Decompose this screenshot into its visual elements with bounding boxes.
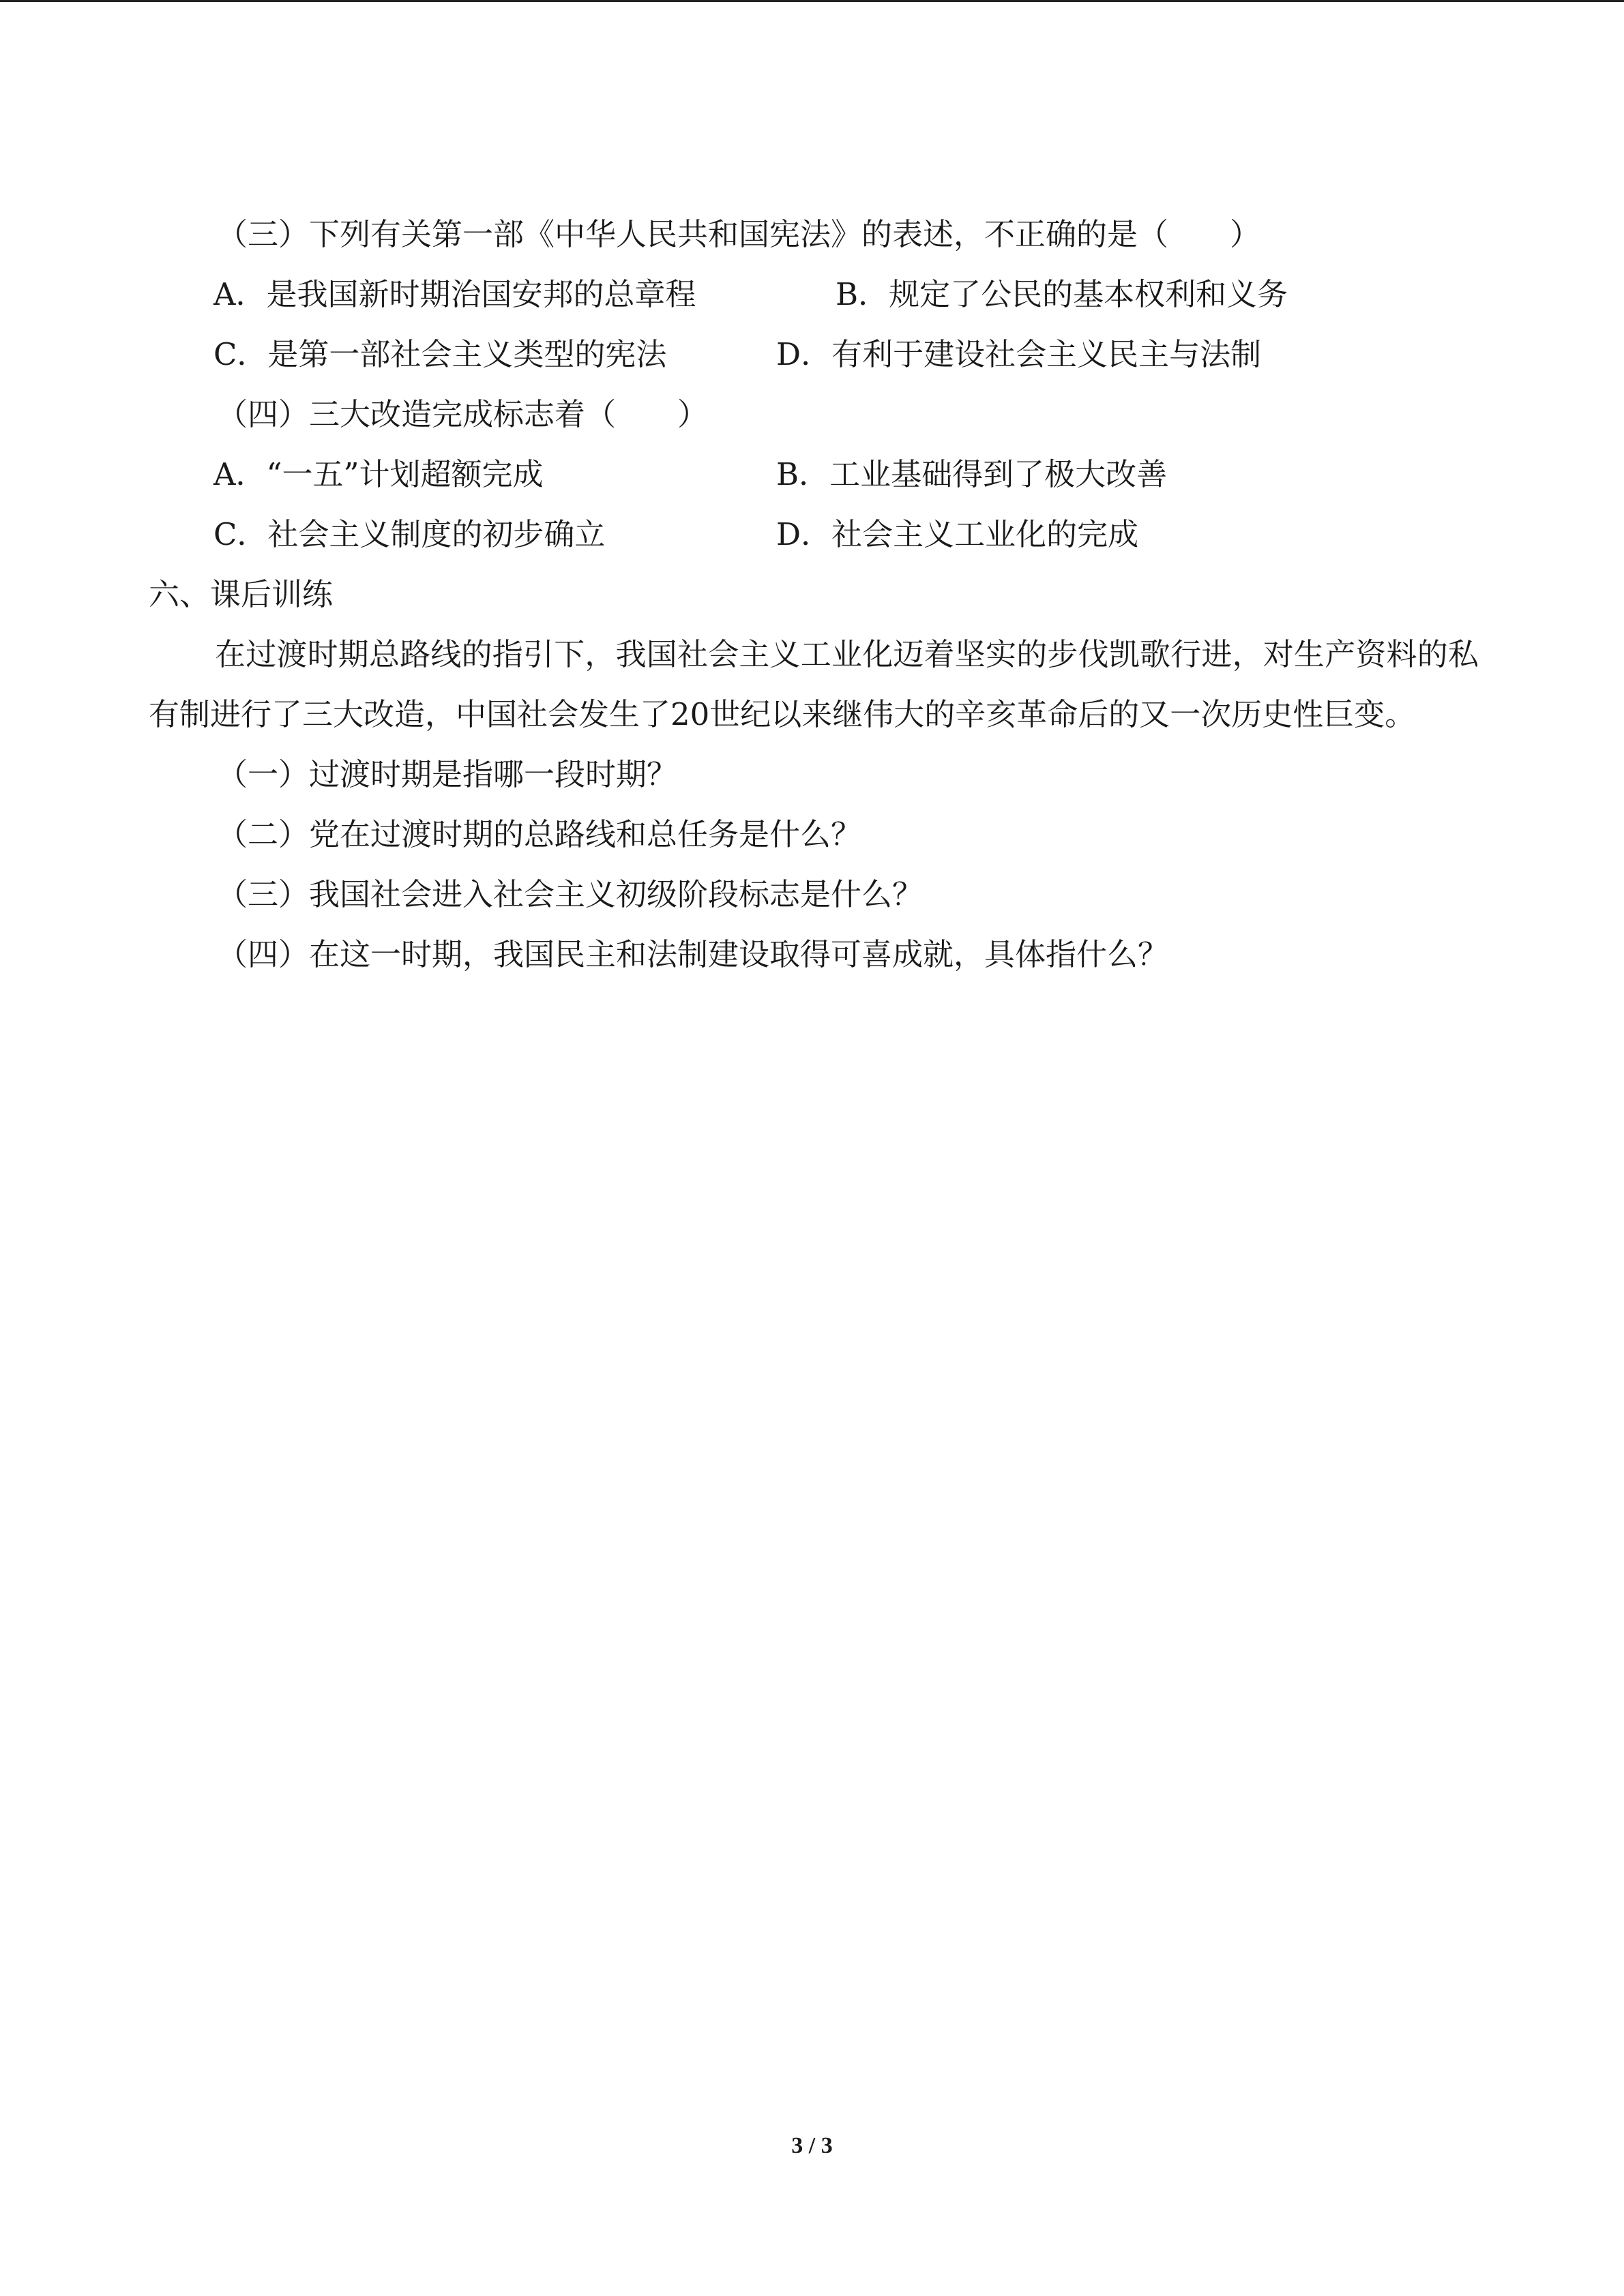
exercise-question-3: （三）我国社会进入社会主义初级阶段标志是什么？ [217, 876, 924, 912]
question-3-stem: （三）下列有关第一部《中华人民共和国宪法》的表述，不正确的是（ ） [217, 216, 1261, 252]
section-6-paragraph: 在过渡时期总路线的指引下，我国社会主义工业化迈着坚实的步伐凯歌行进，对生产资料的私有制进行了三大改造，中国社会发生了20世纪以来继伟大的辛亥革命后的又一次历史性巨变。 [149, 636, 1479, 732]
question-3-option-d: D．有利于建设社会主义民主与法制 [776, 336, 1262, 372]
exercise-question-2: （二）党在过渡时期的总路线和总任务是什么？ [217, 816, 862, 852]
question-4-option-a: A．“一五”计划超额完成 [213, 456, 544, 492]
question-3-option-a: A．是我国新时期治国安邦的总章程 [213, 276, 696, 312]
exercise-question-1: （一）过渡时期是指哪一段时期？ [217, 756, 678, 792]
section-6-heading: 六、课后训练 [149, 576, 334, 612]
question-4-options-row-2 [149, 505, 1479, 565]
question-4-option-b: B．工业基础得到了极大改善 [776, 456, 1168, 492]
document-body [149, 205, 1479, 985]
question-4-option-d: D．社会主义工业化的完成 [776, 516, 1139, 552]
top-border-line [0, 0, 1624, 2]
question-3-options-row-1 [149, 265, 1479, 325]
question-4-stem: （四）三大改造完成标志着（ ） [217, 396, 709, 432]
question-4-options-row-1 [149, 445, 1479, 505]
question-3-option-c: C．是第一部社会主义类型的宪法 [213, 336, 667, 372]
question-3-option-b: B．规定了公民的基本权利和义务 [836, 276, 1288, 312]
question-3-options-row-2 [149, 325, 1479, 385]
exercise-question-4: （四）在这一时期，我国民主和法制建设取得可喜成就，具体指什么？ [217, 936, 1169, 972]
question-4-option-c: C．社会主义制度的初步确立 [213, 516, 606, 552]
page-number: 3 / 3 [791, 2133, 833, 2158]
